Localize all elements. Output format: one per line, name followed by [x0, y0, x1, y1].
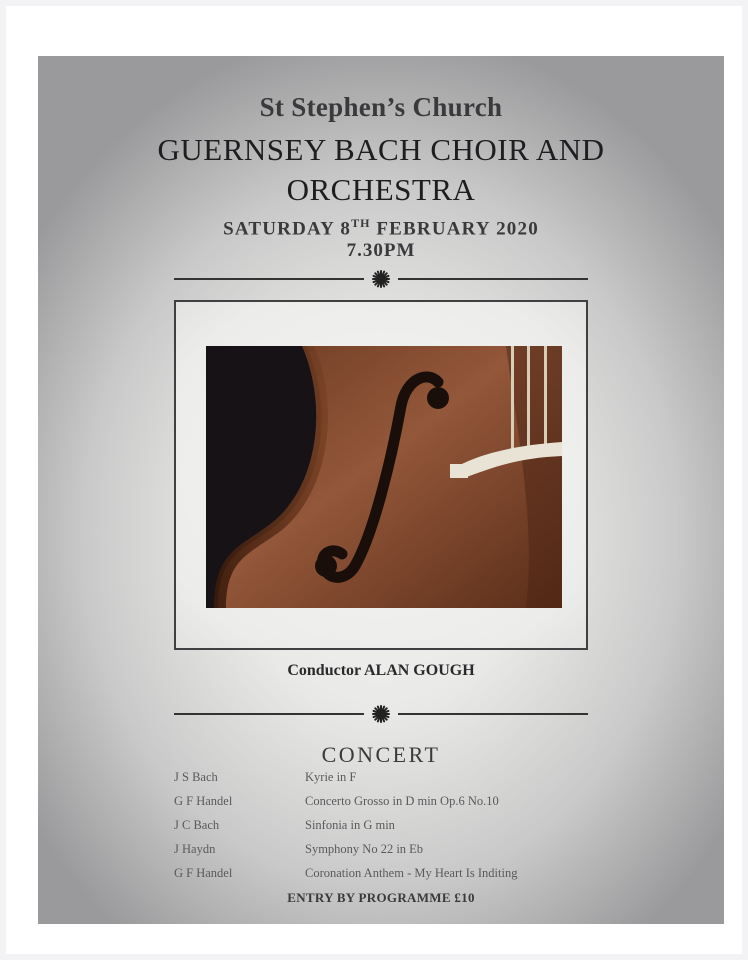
concert-heading: CONCERT: [321, 742, 441, 767]
composer: J S Bach: [174, 770, 218, 784]
date-prefix: SATURDAY 8: [223, 218, 352, 240]
conductor-name: ALAN GOUGH: [363, 662, 475, 679]
divider-line-right: [398, 278, 588, 280]
composer: J C Bach: [174, 818, 220, 832]
starburst-icon: [371, 269, 391, 289]
photo-frame: [174, 300, 588, 650]
divider-top: [174, 269, 588, 289]
entry-price: ENTRY BY PROGRAMME £10: [287, 890, 475, 905]
poster-title: [38, 130, 724, 210]
divider-line-left: [174, 713, 364, 715]
concert-poster: [38, 56, 724, 924]
programme-row: [174, 770, 594, 794]
page-sheet: [6, 6, 742, 954]
venue-name: St Stephen’s Church: [259, 92, 503, 122]
title-line-2: ORCHESTRA: [286, 172, 476, 207]
work: Coronation Anthem - My Heart Is Inditing: [305, 866, 518, 880]
programme-row: [174, 842, 594, 866]
divider-bottom: [174, 704, 588, 724]
programme-row: [174, 794, 594, 818]
title-line-1: GUERNSEY BACH CHOIR AND: [157, 132, 605, 167]
composer: J Haydn: [174, 842, 216, 856]
divider-line-left: [174, 278, 364, 280]
date-suffix: FEBRUARY 2020: [370, 218, 539, 240]
conductor-label: Conductor: [287, 662, 361, 679]
work: Symphony No 22 in Eb: [305, 842, 424, 856]
programme-row: [174, 866, 594, 890]
programme-row: [174, 818, 594, 842]
composer: G F Handel: [174, 794, 233, 808]
cello-photo: [206, 346, 562, 608]
conductor-line: [38, 662, 724, 680]
work: Concerto Grosso in D min Op.6 No.10: [305, 794, 499, 808]
event-time: 7.30PM: [346, 240, 416, 261]
event-date: [38, 216, 724, 240]
programme-list: [174, 770, 594, 890]
divider-line-right: [398, 713, 588, 715]
date-ordinal: TH: [351, 216, 371, 230]
work: Kyrie in F: [305, 770, 357, 784]
work: Sinfonia in G min: [305, 818, 395, 832]
starburst-icon: [371, 704, 391, 724]
composer: G F Handel: [174, 866, 233, 880]
